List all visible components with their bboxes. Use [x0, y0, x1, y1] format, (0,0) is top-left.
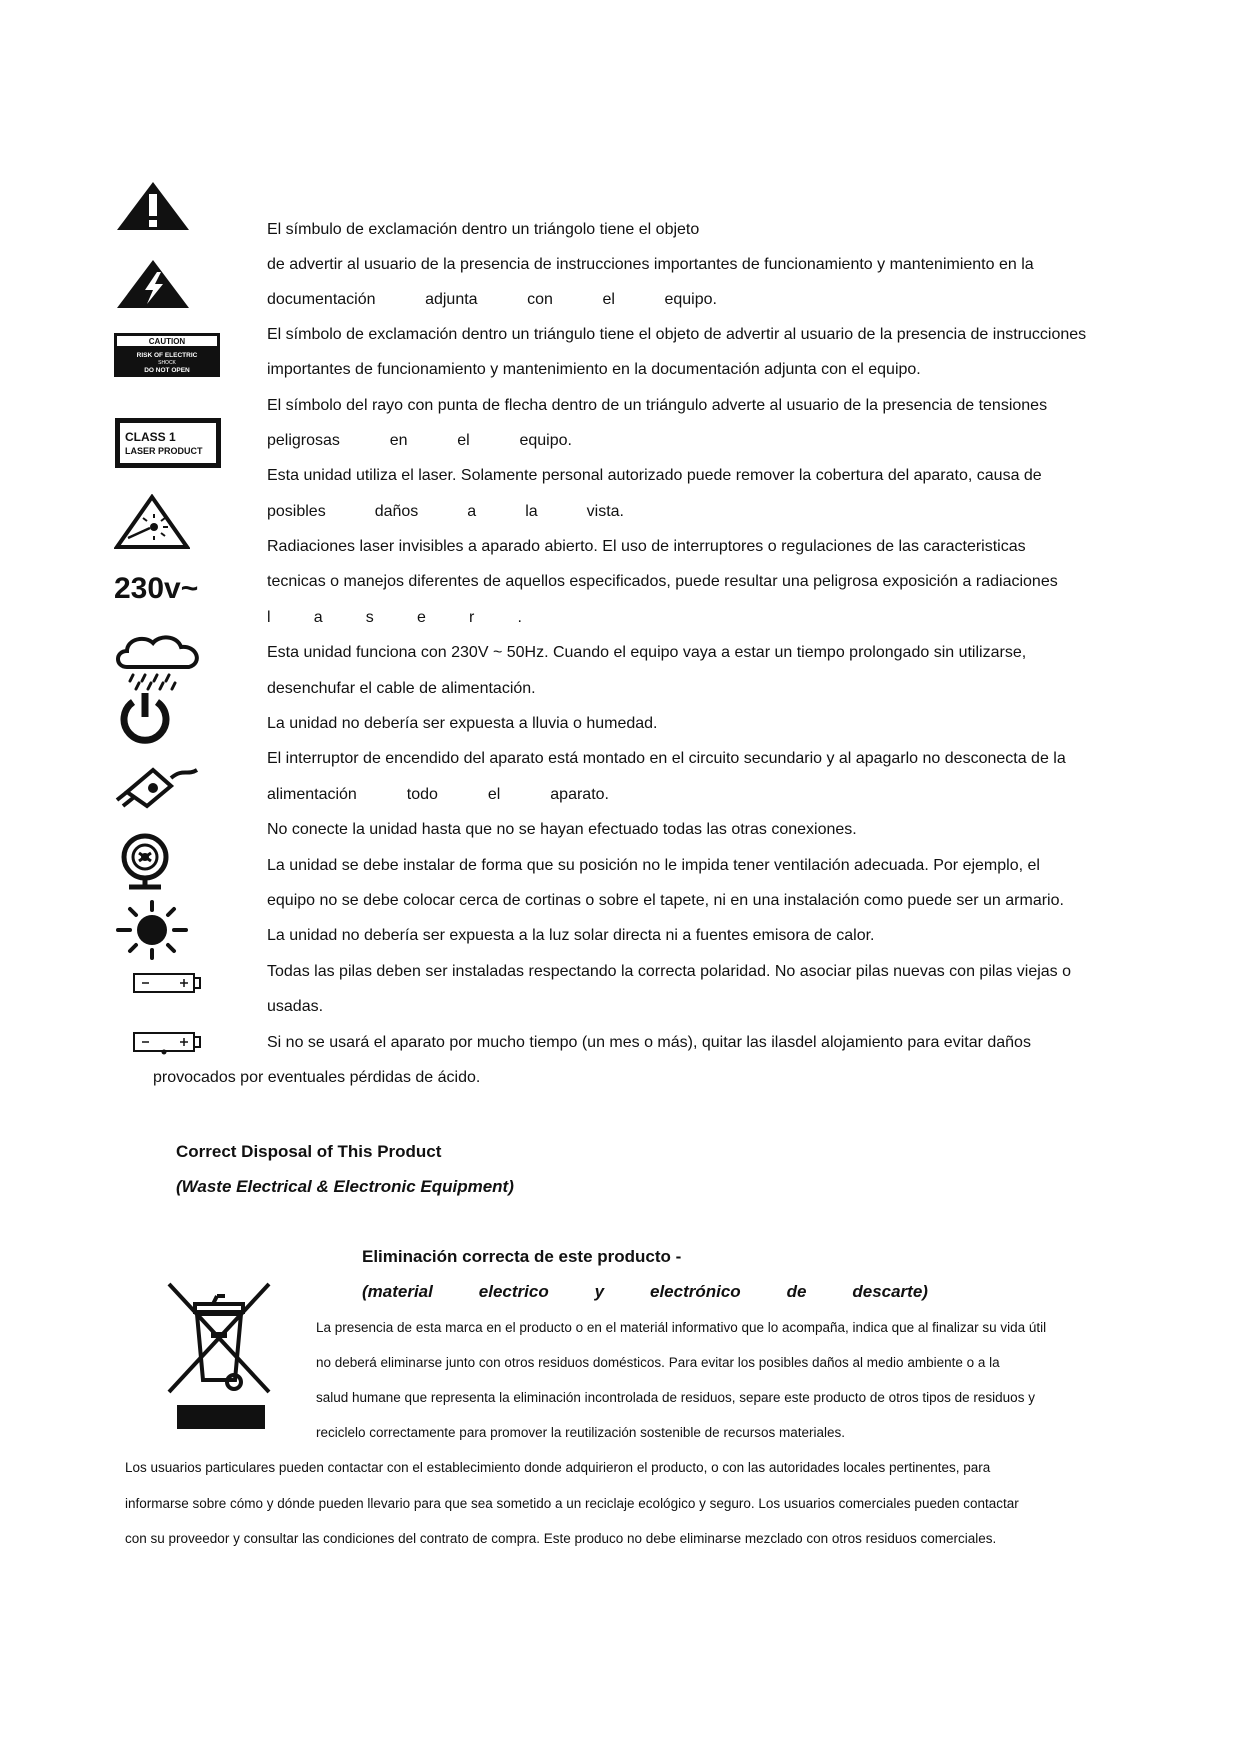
exclamation-triangle-icon: [115, 180, 191, 232]
text-line-17: [267, 785, 609, 805]
disposal-para-line-3: salud humane que representa la eliminación incontrolada de residuos, separe este producto de otros tipos de residuos y: [316, 1390, 1035, 1405]
word: (material: [362, 1282, 433, 1301]
text-line-15: La unidad no debería ser expuesta a lluvia o humedad.: [267, 715, 658, 732]
text-line-16: El interruptor de encendido del aparato está montado en el circuito secundario y al apagarlo no desconecta de la: [267, 750, 1066, 767]
disposal-full-line-2: informarse sobre cómo y dónde pueden llevario para que sea sometido a un reciclaje ecológico y seguro. Los usuarios comerciales pueden contactar: [125, 1496, 1019, 1511]
caution-title: CAUTION: [148, 337, 186, 346]
power-icon: [114, 690, 176, 748]
text-line-12: [267, 608, 522, 628]
text-line-19: La unidad se debe instalar de forma que su posición no le impida tener ventilación adecuada. Por ejemplo, el: [267, 857, 1040, 874]
word: adjunta: [425, 291, 478, 308]
disposal-full-line-1: Los usuarios particulares pueden contactar con el establecimiento donde adquirieron el producto, o con las autoridades locales pertinentes, para: [125, 1460, 991, 1475]
word: vista.: [586, 503, 624, 520]
class1-line-1: CLASS 1: [125, 430, 176, 444]
230v-icon: [114, 570, 234, 604]
word: y: [594, 1282, 605, 1301]
word: peligrosas: [267, 432, 340, 449]
text-line-10: Radiaciones laser invisibles a aparado abierto. El uso de interruptores o regulaciones de las caracteristicas: [267, 538, 1026, 555]
text-line-21: La unidad no debería ser expuesta a la luz solar directa ni a fuentes emisora de calor.: [267, 927, 875, 944]
text-line-24: Si no se usará el aparato por mucho tiempo (un mes o más), quitar las ilasdel alojamiento para evitar daños: [267, 1034, 1031, 1051]
word: con: [527, 291, 553, 308]
letter: a: [313, 609, 323, 626]
rain-cloud-icon: [113, 633, 205, 693]
word: a: [467, 503, 477, 520]
text-line-8: Esta unidad utiliza el laser. Solamente personal autorizado puede remover la cobertura del aparato, causa de: [267, 467, 1042, 484]
letter: .: [517, 609, 522, 626]
caution-line-3: DO NOT OPEN: [144, 367, 190, 374]
letter: e: [416, 609, 426, 626]
sun-icon: [113, 899, 191, 961]
caution-line-1: RISK OF ELECTRIC: [136, 352, 198, 359]
disposal-subtitle-en: (Waste Electrical & Electronic Equipment): [176, 1177, 514, 1196]
word: aparato.: [550, 786, 609, 803]
battery-icon-2: [132, 1030, 204, 1056]
word: de: [786, 1282, 807, 1301]
disposal-full-line-3: con su proveedor y consultar las condiciones del contrato de compra. Este produco no debe eliminarse mezclado con otros residuos comerciales.: [125, 1531, 997, 1546]
text-line-2: de advertir al usuario de la presencia de instrucciones importantes de funcionamiento y mantenimiento en la: [267, 256, 1034, 273]
word: equipo.: [664, 291, 717, 308]
disposal-title-en: Correct Disposal of This Product: [176, 1142, 442, 1161]
text-line-14: desenchufar el cable de alimentación.: [267, 680, 536, 697]
text-line-25: provocados por eventuales pérdidas de ácido.: [153, 1069, 481, 1086]
text-line-13: Esta unidad funciona con 230V ~ 50Hz. Cuando el equipo vaya a estar un tiempo prolongado sin utilizarse,: [267, 644, 1027, 661]
text-line-1: El símbulo de exclamación dentro un triángolo tiene el objeto: [267, 221, 700, 238]
text-line-20: equipo no se debe colocar cerca de cortinas o sobre el tapete, ni en una instalación como puede ser un armario.: [267, 892, 1064, 909]
text-line-11: tecnicas o manejos diferentes de aquellos especificados, puede resultar una peligrosa exposición a radiaciones: [267, 573, 1058, 590]
caution-label-icon: [114, 333, 220, 377]
disposal-para-line-1: La presencia de esta marca en el producto o en el materiál informativo que lo acompaña, indica que al finalizar su vida útil: [316, 1320, 1047, 1335]
word: todo: [406, 786, 438, 803]
word: posibles: [267, 503, 326, 520]
text-line-9: [267, 502, 624, 522]
laser-warning-icon: [114, 494, 190, 550]
word: el: [487, 786, 501, 803]
word: documentación: [267, 291, 376, 308]
class-1-laser-label-icon: [115, 418, 221, 468]
ventilation-fan-icon: [113, 833, 179, 891]
disposal-para-line-4: reciclelo correctamente para promover la reutilización sostenible de recursos materiales.: [316, 1425, 845, 1440]
text-line-4: El símbolo de exclamación dentro un triángulo tiene el objeto de advertir al usuario de la presencia de instrucciones: [267, 326, 1087, 343]
caution-line-2: SHOCK: [158, 360, 176, 366]
text-line-7: [267, 431, 572, 451]
word: el: [457, 432, 470, 449]
battery-icon-1: [132, 971, 204, 995]
word: en: [389, 432, 408, 449]
lightning-triangle-icon: [115, 258, 191, 310]
text-line-6: El símbolo del rayo con punta de flecha dentro de un triángulo adverte al usuario de la presencia de tensiones: [267, 397, 1048, 414]
text-line-23: usadas.: [267, 998, 324, 1015]
word: electrónico: [650, 1282, 741, 1301]
plug-icon: [113, 756, 205, 812]
crossed-out-wheelie-bin-icon: [165, 1280, 273, 1430]
word: descarte): [852, 1282, 928, 1301]
class1-line-2: LASER PRODUCT: [125, 446, 203, 456]
word: el: [602, 291, 615, 308]
word: la: [525, 503, 538, 520]
text-line-18: No conecte la unidad hasta que no se hayan efectuado todas las otras conexiones.: [267, 821, 857, 838]
letter: l: [267, 609, 271, 626]
disposal-title-es: Eliminación correcta de este producto -: [362, 1247, 682, 1266]
letter: r: [469, 609, 475, 626]
letter: s: [365, 609, 374, 626]
disposal-para-line-2: no deberá eliminarse junto con otros residuos domésticos. Para evitar los posibles daños al medio ambiente o a la: [316, 1355, 1000, 1370]
word: daños: [374, 503, 419, 520]
word: electrico: [478, 1282, 549, 1301]
text-line-22: Todas las pilas deben ser instaladas respectando la correcta polaridad. No asociar pilas nuevas con pilas viejas o: [267, 963, 1072, 980]
text-line-5: importantes de funcionamiento y mantenimiento en la documentación adjunta con el equipo.: [267, 361, 921, 378]
word: alimentación: [267, 786, 357, 803]
disposal-subtitle-es: [362, 1282, 928, 1302]
voltage-label: 230v~: [114, 572, 199, 604]
text-line-3: [267, 290, 717, 310]
word: equipo.: [519, 432, 572, 449]
